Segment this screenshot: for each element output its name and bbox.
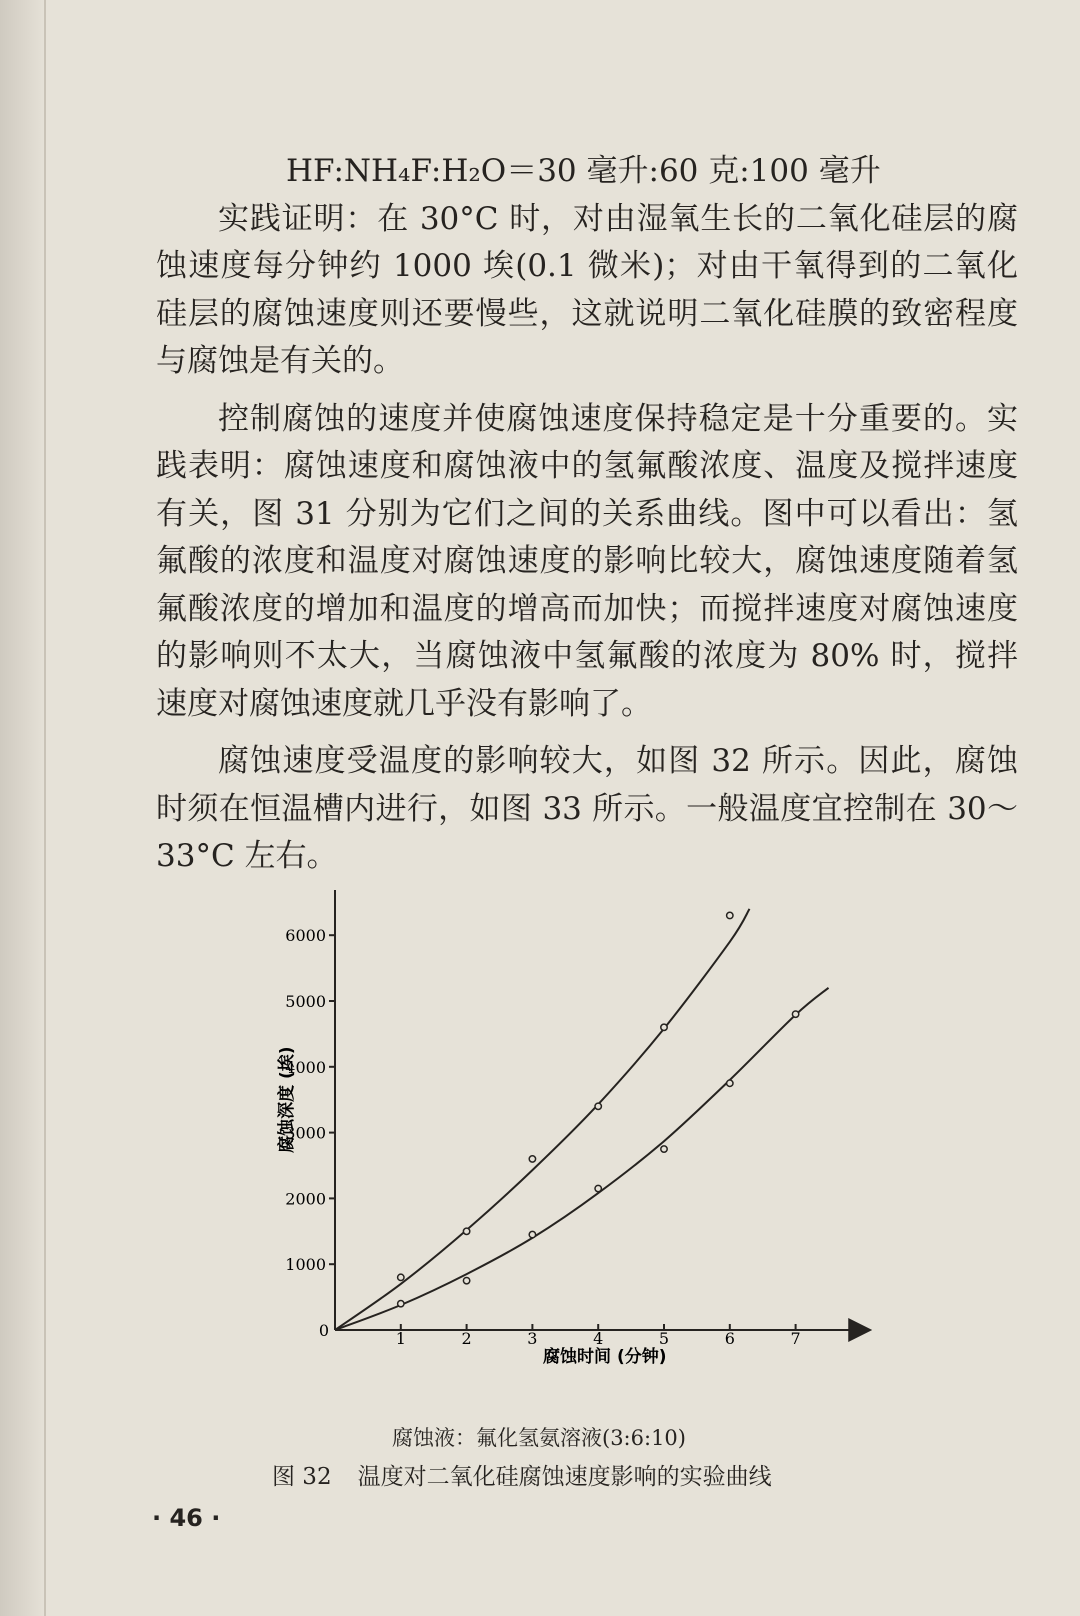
figure-32: [270, 890, 910, 1430]
data-point-lower: [792, 1011, 798, 1017]
x-tick-label: 4: [593, 1329, 604, 1348]
data-point-lower: [529, 1231, 535, 1237]
etch-depth-chart: [270, 890, 910, 1430]
figure-title: 温度对二氧化硅腐蚀速度影响的实验曲线: [357, 1464, 772, 1490]
page-edge-shadow: [0, 0, 46, 1616]
data-point-upper: [661, 1024, 667, 1030]
data-point-lower: [595, 1185, 601, 1191]
figure-label: 图 32: [272, 1464, 332, 1490]
body-text: [156, 148, 1018, 881]
x-axis-label: 腐蚀时间 (分钟): [543, 1347, 667, 1367]
data-point-lower: [463, 1277, 469, 1283]
data-point-upper: [398, 1274, 404, 1280]
data-point-lower: [727, 1080, 733, 1086]
y-tick-label: 5000: [285, 992, 326, 1011]
y-tick-label: 4000: [285, 1057, 326, 1077]
origin-label: 0: [318, 1321, 329, 1340]
y-tick-label: 6000: [285, 926, 326, 946]
y-tick-label: 1000: [285, 1255, 326, 1275]
x-tick-label: 5: [658, 1329, 670, 1348]
x-tick-label: 6: [724, 1329, 735, 1348]
x-tick-label: 2: [461, 1329, 472, 1348]
paragraph-1: 实践证明：在 30°C 时，对由湿氧生长的二氧化硅层的腐蚀速度每分钟约 1000 埃(0.1 微米)；对由干氧得到的二氧化硅层的腐蚀速度则还要慢些，这就说明二氧化硅膜的致密程度与腐蚀是有关的。: [156, 200, 1018, 379]
page-edge-line: [44, 0, 46, 1616]
formula: HF:NH₄F:H₂O＝30 毫升:60 克:100 毫升: [286, 153, 881, 189]
y-tick-label: 3000: [285, 1123, 326, 1143]
data-point-upper: [727, 912, 733, 918]
data-point-lower: [661, 1146, 667, 1152]
x-tick-label: 3: [527, 1329, 538, 1348]
data-point-upper: [463, 1228, 469, 1234]
page-number: · 46 ·: [152, 1504, 221, 1532]
x-tick-label: 7: [790, 1329, 801, 1348]
x-tick-label: 1: [395, 1329, 406, 1348]
figure-caption: [272, 1458, 772, 1491]
paragraph-2: 控制腐蚀的速度并使腐蚀速度保持稳定是十分重要的。实践表明：腐蚀速度和腐蚀液中的氢氟酸浓度、温度及搅拌速度有关，图 31 分别为它们之间的关系曲线。图中可以看出：氢氟酸的浓度和温度对腐蚀速度的影响比较大，腐蚀速度随着氢氟酸浓度的增加和温度的增高而加快；而搅拌速度对腐蚀速度的影响则不太大，当腐蚀液中氢氟酸的浓度为 80% 时，搅拌速度对腐蚀速度就几乎没有影响了。: [156, 400, 1018, 722]
y-tick-label: 2000: [285, 1189, 326, 1209]
paragraph-3: 腐蚀速度受温度的影响较大，如图 32 所示。因此，腐蚀时须在恒温槽内进行，如图 33 所示。一般温度宜控制在 30～33°C 左右。: [156, 743, 1018, 874]
y-axis-label: 腐蚀深度 (埃): [277, 1046, 297, 1153]
data-point-upper: [595, 1103, 601, 1109]
data-point-lower: [398, 1300, 404, 1306]
caption-note: 腐蚀液：氟化氢氨溶液(3:6:10): [392, 1426, 686, 1450]
data-point-upper: [529, 1156, 535, 1162]
